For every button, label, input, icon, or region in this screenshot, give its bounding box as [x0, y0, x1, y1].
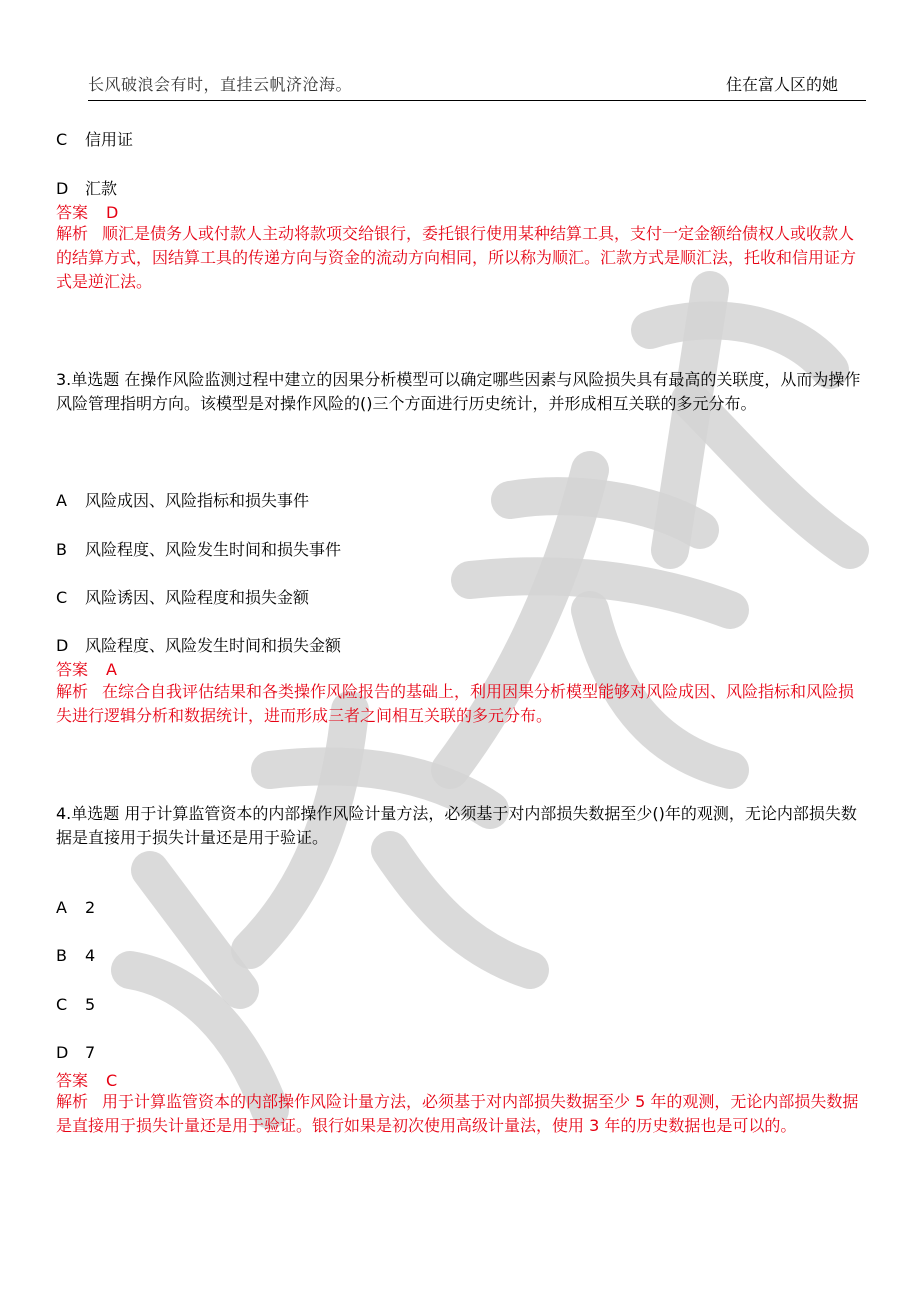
header-author: 住在富人区的她 [725, 75, 838, 94]
q3-option-d [56, 633, 341, 656]
option-letter: C [56, 588, 68, 607]
q4-stem: 4.单选题 用于计算监管资本的内部操作风险计量方法，必须基于对内部损失数据至少()年的观测，无论内部损失数据是直接用于损失计量还是用于验证。 [56, 804, 857, 847]
option-text: 风险程度、风险发生时间和损失事件 [85, 540, 342, 559]
answer-label: 答案 [56, 203, 89, 222]
option-letter: A [56, 491, 67, 510]
q2-option-c [56, 127, 133, 150]
analysis-text: 顺汇是债务人或付款人主动将款项交给银行，委托银行使用某种结算工具，支付一定金额给债权人或收款人的结算方式，因结算工具的传递方向与资金的流动方向相同，所以称为顺汇。汇款方式是顺汇法，托收和信用证方式是逆汇法。 [56, 224, 857, 291]
option-text: 汇款 [85, 179, 118, 198]
answer-label: 答案 [56, 1071, 89, 1090]
q3-analysis [56, 680, 868, 728]
q2-answer [56, 200, 118, 223]
q3-option-c [56, 585, 309, 608]
option-letter: B [56, 946, 67, 965]
option-text: 5 [85, 995, 96, 1014]
option-letter: B [56, 540, 67, 559]
q2-option-d [56, 176, 117, 199]
q2-analysis [56, 222, 868, 294]
analysis-label: 解析 [56, 224, 89, 243]
answer-value: D [106, 203, 119, 222]
option-letter: D [56, 1043, 69, 1062]
q4-option-b [56, 946, 95, 965]
q4-answer [56, 1068, 117, 1091]
q4-analysis [56, 1090, 868, 1138]
option-text: 7 [85, 1043, 96, 1062]
option-text: 风险诱因、风险程度和损失金额 [85, 588, 310, 607]
q3-answer [56, 657, 117, 680]
answer-value: C [106, 1071, 118, 1090]
q4-option-d [56, 1043, 95, 1062]
analysis-text: 在综合自我评估结果和各类操作风险报告的基础上，利用因果分析模型能够对风险成因、风险指标和风险损失进行逻辑分析和数据统计，进而形成三者之间相互关联的多元分布。 [56, 682, 855, 725]
option-letter: D [56, 179, 69, 198]
header-motto: 长风破浪会有时，直挂云帆济沧海。 [88, 75, 353, 94]
option-letter: C [56, 130, 68, 149]
analysis-label: 解析 [56, 682, 89, 701]
option-letter: D [56, 636, 69, 655]
q3-option-b [56, 537, 341, 560]
option-text: 4 [85, 946, 96, 965]
q4-option-a [56, 898, 95, 917]
option-letter: A [56, 898, 67, 917]
analysis-text: 用于计算监管资本的内部操作风险计量方法，必须基于对内部损失数据至少 5 年的观测，无论内部损失数据是直接用于损失计量还是用于验证。银行如果是初次使用高级计量法，使用 3 年的历史数据也是可以的。 [56, 1092, 859, 1135]
q4-option-c [56, 995, 95, 1014]
analysis-label: 解析 [56, 1092, 89, 1111]
q3-option-a [56, 488, 309, 511]
option-letter: C [56, 995, 68, 1014]
option-text: 风险成因、风险指标和损失事件 [85, 491, 310, 510]
option-text: 风险程度、风险发生时间和损失金额 [85, 636, 342, 655]
option-text: 信用证 [85, 130, 134, 149]
option-text: 2 [85, 898, 96, 917]
page-header [88, 72, 866, 101]
answer-label: 答案 [56, 660, 89, 679]
answer-value: A [106, 660, 117, 679]
q3-stem: 3.单选题 在操作风险监测过程中建立的因果分析模型可以确定哪些因素与风险损失具有最高的关联度，从而为操作风险管理指明方向。该模型是对操作风险的()三个方面进行历史统计，并形成相互关联的多元分布。 [56, 370, 861, 413]
